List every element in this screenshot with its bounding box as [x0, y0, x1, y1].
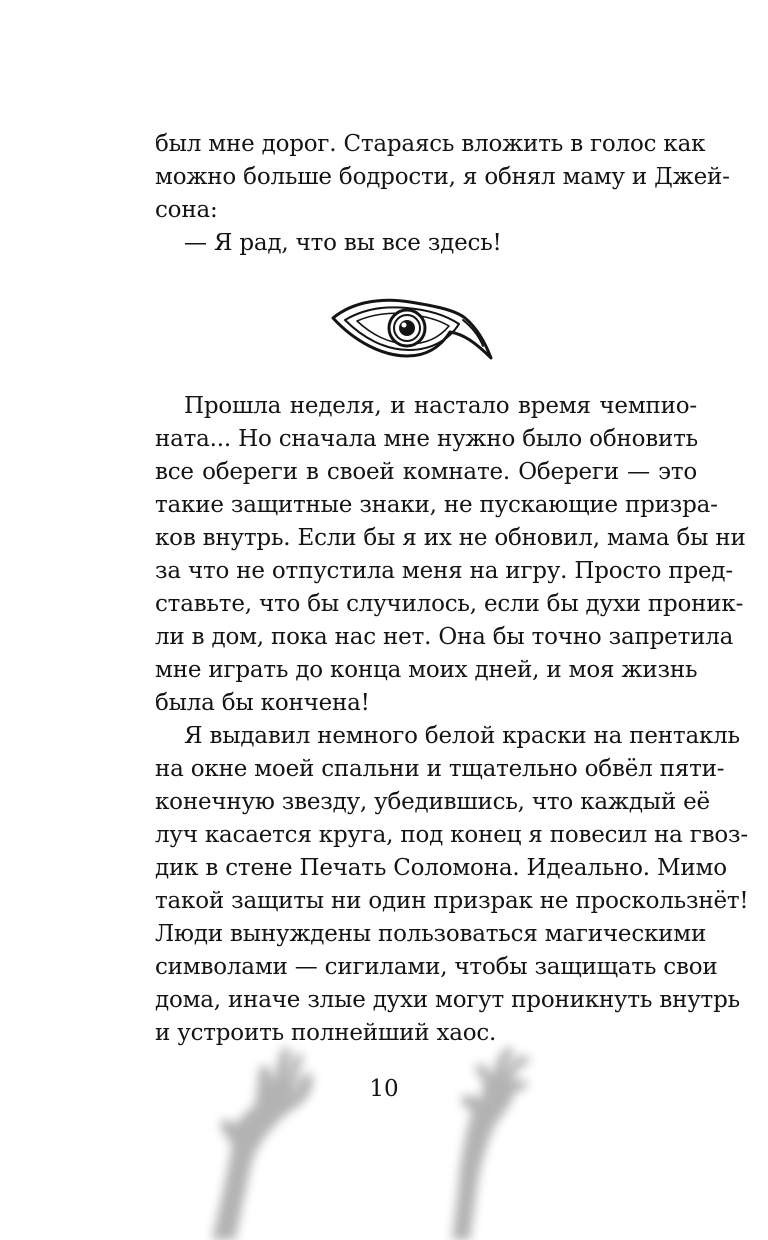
paragraph-one: [155, 390, 746, 720]
text-line: дома, иначе злые духи могут проникнуть внутрь: [155, 987, 740, 1013]
text-line: все обереги в своей комнате. Обереги — это: [155, 459, 697, 485]
text-line: за что не отпустила меня на игру. Просто пред-: [155, 558, 733, 584]
text-line: была бы кончена!: [155, 690, 370, 716]
text-line: дик в стене Печать Соломона. Идеально. Мимо: [155, 855, 727, 881]
text-line: на окне моей спальни и тщательно обвёл пяти-: [155, 756, 725, 782]
text-line: такие защитные знаки, не пускающие призра-: [155, 492, 718, 518]
text-line: и устроить полнейший хаос.: [155, 1020, 497, 1046]
text-line: конечную звезду, убедившись, что каждый её: [155, 789, 710, 815]
top-paragraph: [155, 128, 730, 260]
page-number: 10: [369, 1076, 399, 1102]
text-line: ставьте, что бы случилось, если бы духи проник-: [155, 591, 744, 617]
text-line: такой защиты ни один призрак не проскользнёт!: [155, 888, 749, 914]
text-line: луч касается круга, под конец я повесил на гвоз-: [155, 822, 748, 848]
text-line: ков внутрь. Если бы я их не обновил, мама бы ни: [155, 525, 746, 551]
text-line: мне играть до конца моих дней, и моя жизнь: [155, 657, 698, 683]
text-line: ли в дом, пока нас нет. Она бы точно запретила: [155, 624, 734, 650]
paragraph-two: [155, 720, 749, 1050]
text-line: был мне дорог. Стараясь вложить в голос как: [155, 131, 706, 157]
main-text: [155, 390, 749, 1050]
text-line: символами — сигилами, чтобы защищать свои: [155, 954, 718, 980]
dialogue-line: — Я рад, что вы все здесь!: [184, 230, 502, 256]
text-line: ната... Но сначала мне нужно было обновить: [155, 426, 698, 452]
text-line: Люди вынуждены пользоваться магическими: [155, 921, 707, 947]
text-line: можно больше бодрости, я обнял маму и Джей-: [155, 164, 730, 190]
eye-ornament-icon: [325, 290, 495, 370]
text-line: Я выдавил немного белой краски на пентакль: [184, 723, 740, 749]
text-line: Прошла неделя, и настало время чемпио-: [184, 393, 697, 419]
text-line: сона:: [155, 197, 218, 223]
